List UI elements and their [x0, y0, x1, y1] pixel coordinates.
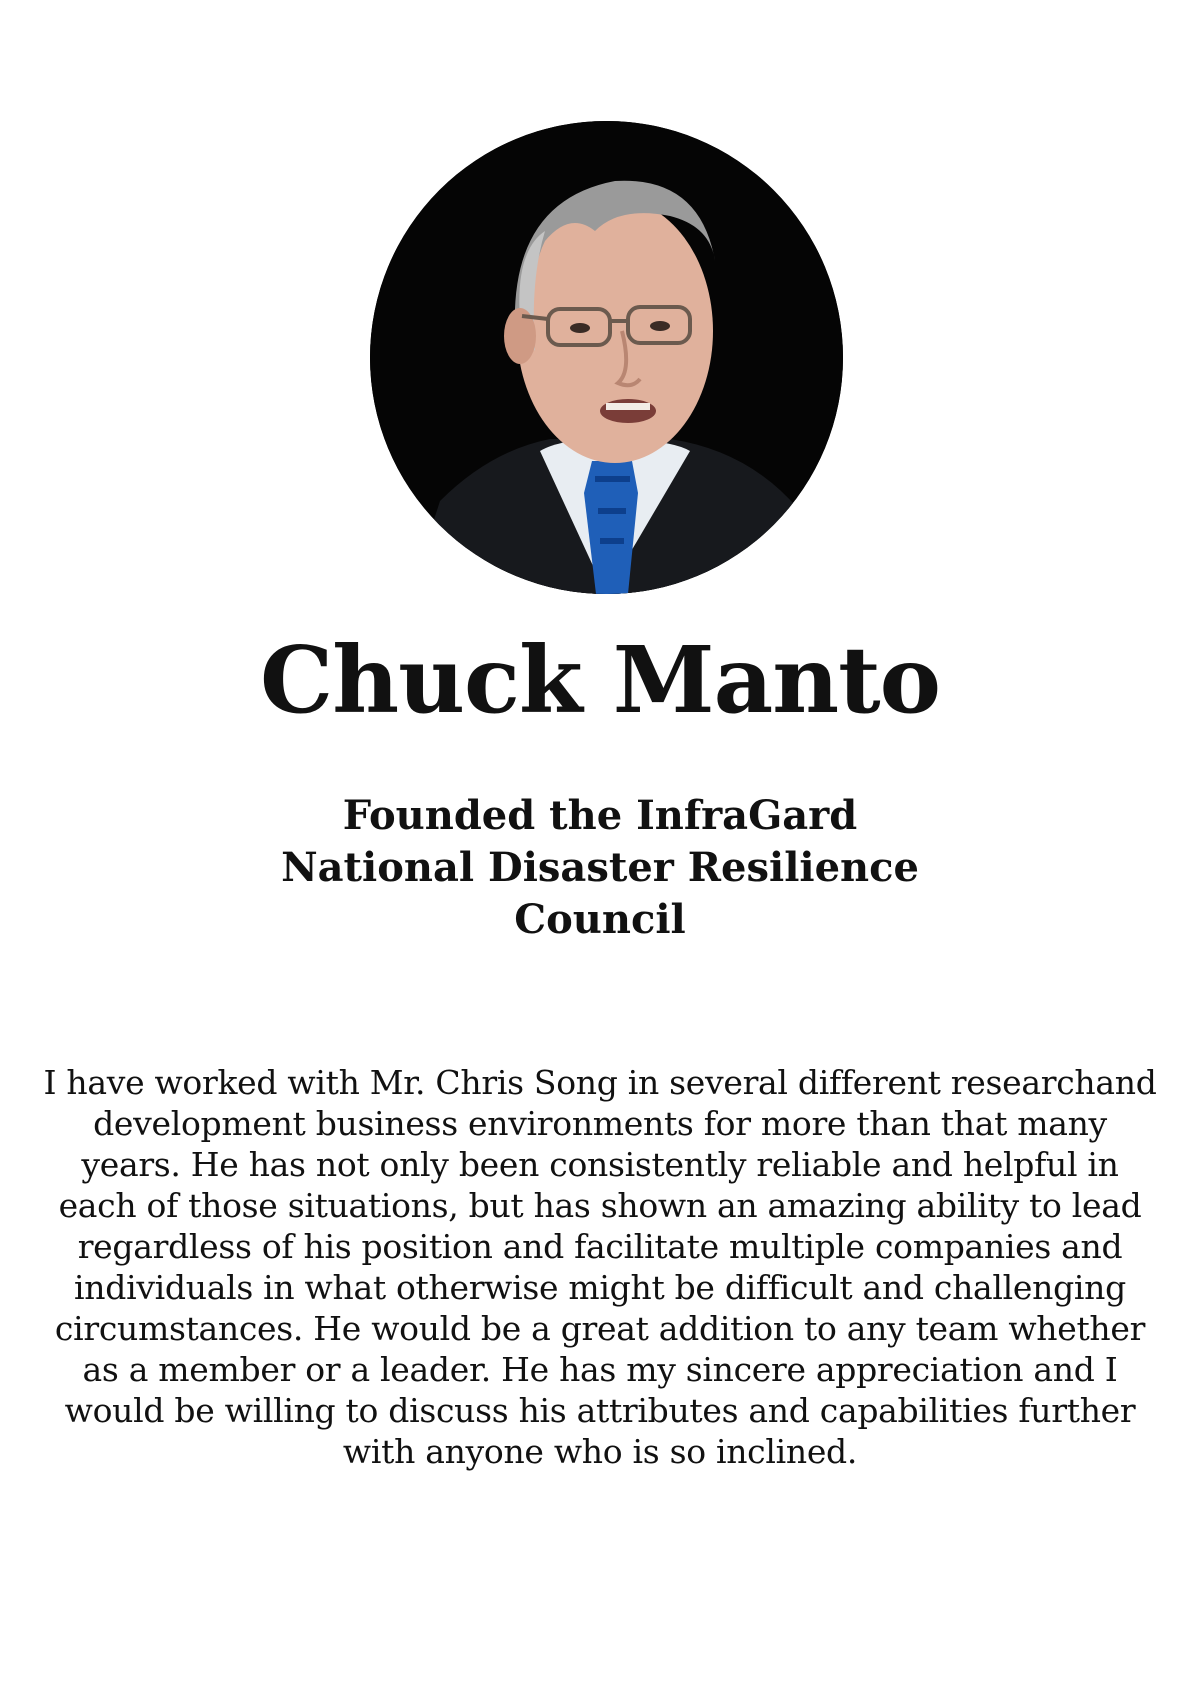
portrait-illustration — [370, 121, 843, 594]
testimonial-text: I have worked with Mr. Chris Song in several different researchand development business environments for more than that many years. He has not only been consistently reliable and helpful in each of those situations, but has shown an amazing ability to lead regardless of his position and facilitate multiple companies and individuals in what otherwise might be difficult and challenging circumstances. He would be a great addition to any team whether as a member or a leader. He has my sincere appreciation and I would be willing to discuss his attributes and capabilities further with anyone who is so inclined. — [43, 1063, 1157, 1471]
person-title: Founded the InfraGard National Disaster Resilience Council — [281, 792, 919, 943]
person-name: Chuck Manto — [260, 626, 940, 734]
profile-photo — [370, 121, 843, 594]
